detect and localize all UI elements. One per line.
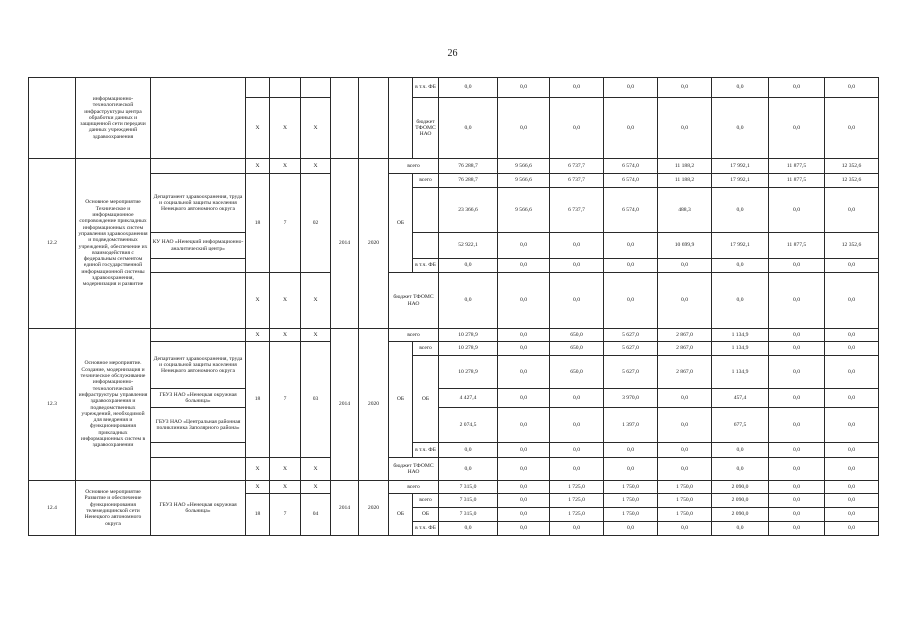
budget-label: бюджет ТФОМС НАО (389, 273, 439, 329)
value-2018: 1 134,9 (712, 329, 769, 342)
table-row (29, 443, 879, 458)
value-2017: 1 750,0 (658, 508, 712, 522)
value-2018: 0,0 (712, 458, 769, 481)
value-2014: 0,0 (498, 356, 550, 389)
code-x: X (301, 481, 331, 494)
value-total: 52 922,1 (439, 233, 498, 259)
value-2014: 9 566,6 (498, 188, 550, 233)
code-item: 04 (301, 494, 331, 536)
table-row (29, 389, 879, 408)
value-2016: 0,0 (604, 233, 658, 259)
code-x: X (246, 273, 270, 329)
value-2017: 0,0 (658, 408, 712, 443)
value-2019: 11 877,5 (769, 159, 825, 174)
code-x: X (246, 329, 270, 342)
table-row (29, 233, 879, 259)
value-2015: 1 725,0 (550, 494, 604, 508)
value-2016: 6 574,0 (604, 174, 658, 188)
value-2019: 0,0 (769, 273, 825, 329)
value-2017: 0,0 (658, 98, 712, 159)
value-2014: 0,0 (498, 408, 550, 443)
activity-number: 12.3 (29, 329, 76, 481)
value-2016: 5 627,0 (604, 342, 658, 356)
value-2014: 0,0 (498, 389, 550, 408)
value-2017: 0,0 (658, 458, 712, 481)
budget-label: ОБ (413, 508, 439, 522)
code-grbs: 18 (246, 342, 270, 458)
value-2018: 0,0 (712, 443, 769, 458)
activity-description: информационно-технологической инфраструктуры центра обработки данных и защищенной сети передачи данных учреждений здравоохранения (76, 78, 151, 159)
value-total: 0,0 (439, 78, 498, 98)
code-x: X (270, 273, 301, 329)
value-total: 7 315,0 (439, 494, 498, 508)
value-2016: 3 970,0 (604, 389, 658, 408)
value-2016: 0,0 (604, 458, 658, 481)
budget-label: бюджет ТФОМС НАО (413, 98, 439, 159)
value-2019: 11 877,5 (769, 233, 825, 259)
end-year: 2020 (359, 481, 389, 536)
executor: ГБУЗ НАО «Ненецкая окружная больница» (151, 389, 246, 408)
value-2018: 0,0 (712, 98, 769, 159)
value-2017: 0,0 (658, 78, 712, 98)
value-2018: 1 134,9 (712, 342, 769, 356)
value-2019: 0,0 (769, 443, 825, 458)
value-2016: 0,0 (604, 443, 658, 458)
value-2015: 0,0 (550, 443, 604, 458)
value-2014: 0,0 (498, 273, 550, 329)
budget-source: ОБ (389, 342, 413, 458)
value-2015: 0,0 (550, 458, 604, 481)
page-number: 26 (447, 48, 458, 59)
value-2020: 0,0 (825, 481, 879, 494)
start-year: 2014 (331, 159, 359, 329)
value-2014: 0,0 (498, 508, 550, 522)
value-2016: 1 750,0 (604, 508, 658, 522)
value-total: 76 288,7 (439, 174, 498, 188)
table-row (29, 174, 879, 188)
value-2015: 6 737,7 (550, 188, 604, 233)
budget-label: всего (389, 329, 439, 342)
value-2020: 0,0 (825, 443, 879, 458)
table-row (29, 259, 879, 273)
value-2015: 0,0 (550, 389, 604, 408)
activity-description: Основное мероприятие Техническое и информационное сопровождение прикладных информационных систем управления здравоохранения и подведомственных учреждений, обеспечение их взаимодействия с федеральным сегментом единой государственной информационной системы здравоохранения, модернизация и развитие (76, 159, 151, 329)
value-2019: 0,0 (769, 481, 825, 494)
value-2019: 0,0 (769, 494, 825, 508)
budget-label: в т.ч. ФБ (413, 443, 439, 458)
activity-number: 12.2 (29, 159, 76, 329)
value-2020: 0,0 (825, 458, 879, 481)
value-2019: 0,0 (769, 522, 825, 536)
value-2019: 0,0 (769, 78, 825, 98)
table-row (29, 481, 879, 494)
value-2014: 0,0 (498, 78, 550, 98)
value-2014: 0,0 (498, 259, 550, 273)
budget-source: ОБ (389, 494, 413, 536)
budget-table (28, 77, 879, 536)
value-2017: 0,0 (658, 522, 712, 536)
value-2014: 0,0 (498, 458, 550, 481)
budget-label: в т.ч. ФБ (413, 259, 439, 273)
value-2019: 11 877,5 (769, 174, 825, 188)
value-total: 10 278,9 (439, 329, 498, 342)
value-2017: 0,0 (658, 273, 712, 329)
value-2016: 0,0 (604, 522, 658, 536)
value-2018: 17 992,1 (712, 233, 769, 259)
value-2015: 1 725,0 (550, 508, 604, 522)
value-2020: 0,0 (825, 188, 879, 233)
value-total: 0,0 (439, 273, 498, 329)
value-2018: 1 134,9 (712, 356, 769, 389)
code-x: X (246, 458, 270, 481)
value-2015: 0,0 (550, 78, 604, 98)
value-2014: 0,0 (498, 233, 550, 259)
value-total: 0,0 (439, 443, 498, 458)
executor: Департамент здравоохранения, труда и социальной защиты населения Ненецкого автономного округа (151, 342, 246, 389)
value-2018: 0,0 (712, 78, 769, 98)
value-2018: 2 090,0 (712, 508, 769, 522)
code-x: X (246, 98, 270, 159)
value-2017: 2 867,0 (658, 342, 712, 356)
value-2015: 0,0 (550, 98, 604, 159)
value-2019: 0,0 (769, 259, 825, 273)
code-x: X (301, 273, 331, 329)
value-total: 23 366,6 (439, 188, 498, 233)
end-year: 2020 (359, 329, 389, 481)
value-2016: 6 574,0 (604, 188, 658, 233)
value-2016: 1 750,0 (604, 481, 658, 494)
value-2019: 0,0 (769, 508, 825, 522)
value-2020: 0,0 (825, 259, 879, 273)
start-year: 2014 (331, 481, 359, 536)
value-2020: 0,0 (825, 356, 879, 389)
value-2020: 0,0 (825, 329, 879, 342)
activity-description: Основное мероприятие Развитие и обеспечение функционирования телемедицинской сети Ненецкого автономного округа (76, 481, 151, 536)
budget-label: всего (413, 342, 439, 356)
code-section: 7 (270, 174, 301, 273)
value-total: 0,0 (439, 98, 498, 159)
activity-description: Основное мероприятие. Создание, модернизация и техническое обслуживание информационно-технологической инфраструктуры управления здравоохранения и подведомственных учреждений, необходимой для внедрения и функционирования прикладных информационных систем в здравоохранении (76, 329, 151, 481)
value-2014: 0,0 (498, 98, 550, 159)
value-2016: 5 627,0 (604, 329, 658, 342)
value-2014: 9 566,6 (498, 174, 550, 188)
code-x: X (270, 458, 301, 481)
code-x: X (301, 159, 331, 174)
value-total: 10 278,9 (439, 356, 498, 389)
value-2017: 2 867,0 (658, 329, 712, 342)
end-year: 2020 (359, 159, 389, 329)
code-x: X (270, 481, 301, 494)
value-total: 76 288,7 (439, 159, 498, 174)
code-x: X (246, 159, 270, 174)
budget-sub-source: ОБ (413, 356, 439, 443)
value-2017: 11 188,2 (658, 174, 712, 188)
start-year: 2014 (331, 329, 359, 481)
executor: ГБУЗ НАО «Центральная районная поликлиника Заполярного района» (151, 408, 246, 443)
code-x: X (301, 98, 331, 159)
code-item: 02 (301, 174, 331, 273)
value-2020: 0,0 (825, 494, 879, 508)
value-2015: 0,0 (550, 522, 604, 536)
value-2016: 6 574,0 (604, 159, 658, 174)
value-2016: 5 627,0 (604, 356, 658, 389)
value-2018: 457,4 (712, 389, 769, 408)
executor: ГБУЗ НАО «Ненецкая окружная больница» (151, 481, 246, 536)
value-2015: 0,0 (550, 408, 604, 443)
value-2017: 0,0 (658, 389, 712, 408)
value-total: 0,0 (439, 522, 498, 536)
budget-label: бюджет ТФОМС НАО (389, 458, 439, 481)
table-row (29, 342, 879, 356)
value-2017: 0,0 (658, 259, 712, 273)
value-2018: 17 992,1 (712, 174, 769, 188)
budget-label: всего (413, 174, 439, 188)
code-x: X (270, 98, 301, 159)
executor: Департамент здравоохранения, труда и социальной защиты населения Ненецкого автономного округа (151, 174, 246, 233)
value-2019: 0,0 (769, 408, 825, 443)
value-total: 0,0 (439, 458, 498, 481)
value-2017: 11 188,2 (658, 159, 712, 174)
code-x: X (246, 481, 270, 494)
table-row (29, 78, 879, 98)
value-2018: 0,0 (712, 259, 769, 273)
value-2019: 0,0 (769, 342, 825, 356)
value-2019: 0,0 (769, 329, 825, 342)
value-2015: 6 737,7 (550, 159, 604, 174)
code-x: X (270, 159, 301, 174)
value-2018: 677,5 (712, 408, 769, 443)
value-2014: 0,0 (498, 481, 550, 494)
value-total: 4 427,4 (439, 389, 498, 408)
code-x: X (270, 329, 301, 342)
value-2016: 0,0 (604, 98, 658, 159)
value-2017: 0,0 (658, 443, 712, 458)
value-2017: 1 750,0 (658, 481, 712, 494)
value-2015: 0,0 (550, 273, 604, 329)
value-2019: 0,0 (769, 356, 825, 389)
value-2014: 0,0 (498, 494, 550, 508)
budget-label: всего (389, 481, 439, 494)
value-2019: 0,0 (769, 458, 825, 481)
value-2015: 650,0 (550, 342, 604, 356)
value-2018: 0,0 (712, 188, 769, 233)
table-row (29, 458, 879, 481)
value-2020: 12 352,6 (825, 159, 879, 174)
code-section: 7 (270, 342, 301, 458)
code-section: 7 (270, 494, 301, 536)
budget-source: ОБ (389, 174, 413, 273)
value-2014: 0,0 (498, 443, 550, 458)
value-2018: 2 090,0 (712, 494, 769, 508)
value-total: 10 278,9 (439, 342, 498, 356)
value-2015: 0,0 (550, 259, 604, 273)
value-2015: 6 737,7 (550, 174, 604, 188)
value-2020: 0,0 (825, 508, 879, 522)
value-2018: 2 090,0 (712, 481, 769, 494)
code-x: X (301, 458, 331, 481)
code-grbs: 18 (246, 174, 270, 273)
value-2019: 0,0 (769, 188, 825, 233)
activity-number: 12.4 (29, 481, 76, 536)
value-total: 2 074,5 (439, 408, 498, 443)
value-2020: 0,0 (825, 273, 879, 329)
value-2015: 1 725,0 (550, 481, 604, 494)
value-2014: 0,0 (498, 329, 550, 342)
value-2020: 0,0 (825, 98, 879, 159)
code-grbs: 18 (246, 494, 270, 536)
value-total: 0,0 (439, 259, 498, 273)
value-2018: 17 992,1 (712, 159, 769, 174)
value-total: 7 315,0 (439, 481, 498, 494)
executor: КУ НАО «Ненецкий информационно-аналитический центр» (151, 233, 246, 259)
value-2016: 0,0 (604, 78, 658, 98)
value-2017: 488,3 (658, 188, 712, 233)
value-2016: 1 397,0 (604, 408, 658, 443)
value-2020: 0,0 (825, 389, 879, 408)
budget-label: всего (389, 159, 439, 174)
table-row (29, 329, 879, 342)
value-2017: 10 699,9 (658, 233, 712, 259)
budget-label: в т.ч. ФБ (413, 78, 439, 98)
value-2014: 9 566,6 (498, 159, 550, 174)
value-2020: 0,0 (825, 78, 879, 98)
value-2015: 0,0 (550, 233, 604, 259)
value-2017: 2 867,0 (658, 356, 712, 389)
budget-label: в т.ч. ФБ (413, 522, 439, 536)
value-2014: 0,0 (498, 342, 550, 356)
budget-label: всего (413, 494, 439, 508)
table-row (29, 273, 879, 329)
value-2015: 650,0 (550, 329, 604, 342)
code-x: X (301, 329, 331, 342)
value-total: 7 315,0 (439, 508, 498, 522)
table-row (29, 159, 879, 174)
value-2020: 0,0 (825, 342, 879, 356)
value-2017: 1 750,0 (658, 494, 712, 508)
value-2019: 0,0 (769, 98, 825, 159)
value-2019: 0,0 (769, 389, 825, 408)
value-2016: 1 750,0 (604, 494, 658, 508)
value-2018: 0,0 (712, 273, 769, 329)
table-row (29, 408, 879, 443)
value-2020: 0,0 (825, 522, 879, 536)
code-item: 03 (301, 342, 331, 458)
value-2020: 12 352,6 (825, 174, 879, 188)
value-2016: 0,0 (604, 259, 658, 273)
value-2015: 650,0 (550, 356, 604, 389)
value-2016: 0,0 (604, 273, 658, 329)
value-2020: 12 352,6 (825, 233, 879, 259)
value-2020: 0,0 (825, 408, 879, 443)
value-2018: 0,0 (712, 522, 769, 536)
value-2014: 0,0 (498, 522, 550, 536)
